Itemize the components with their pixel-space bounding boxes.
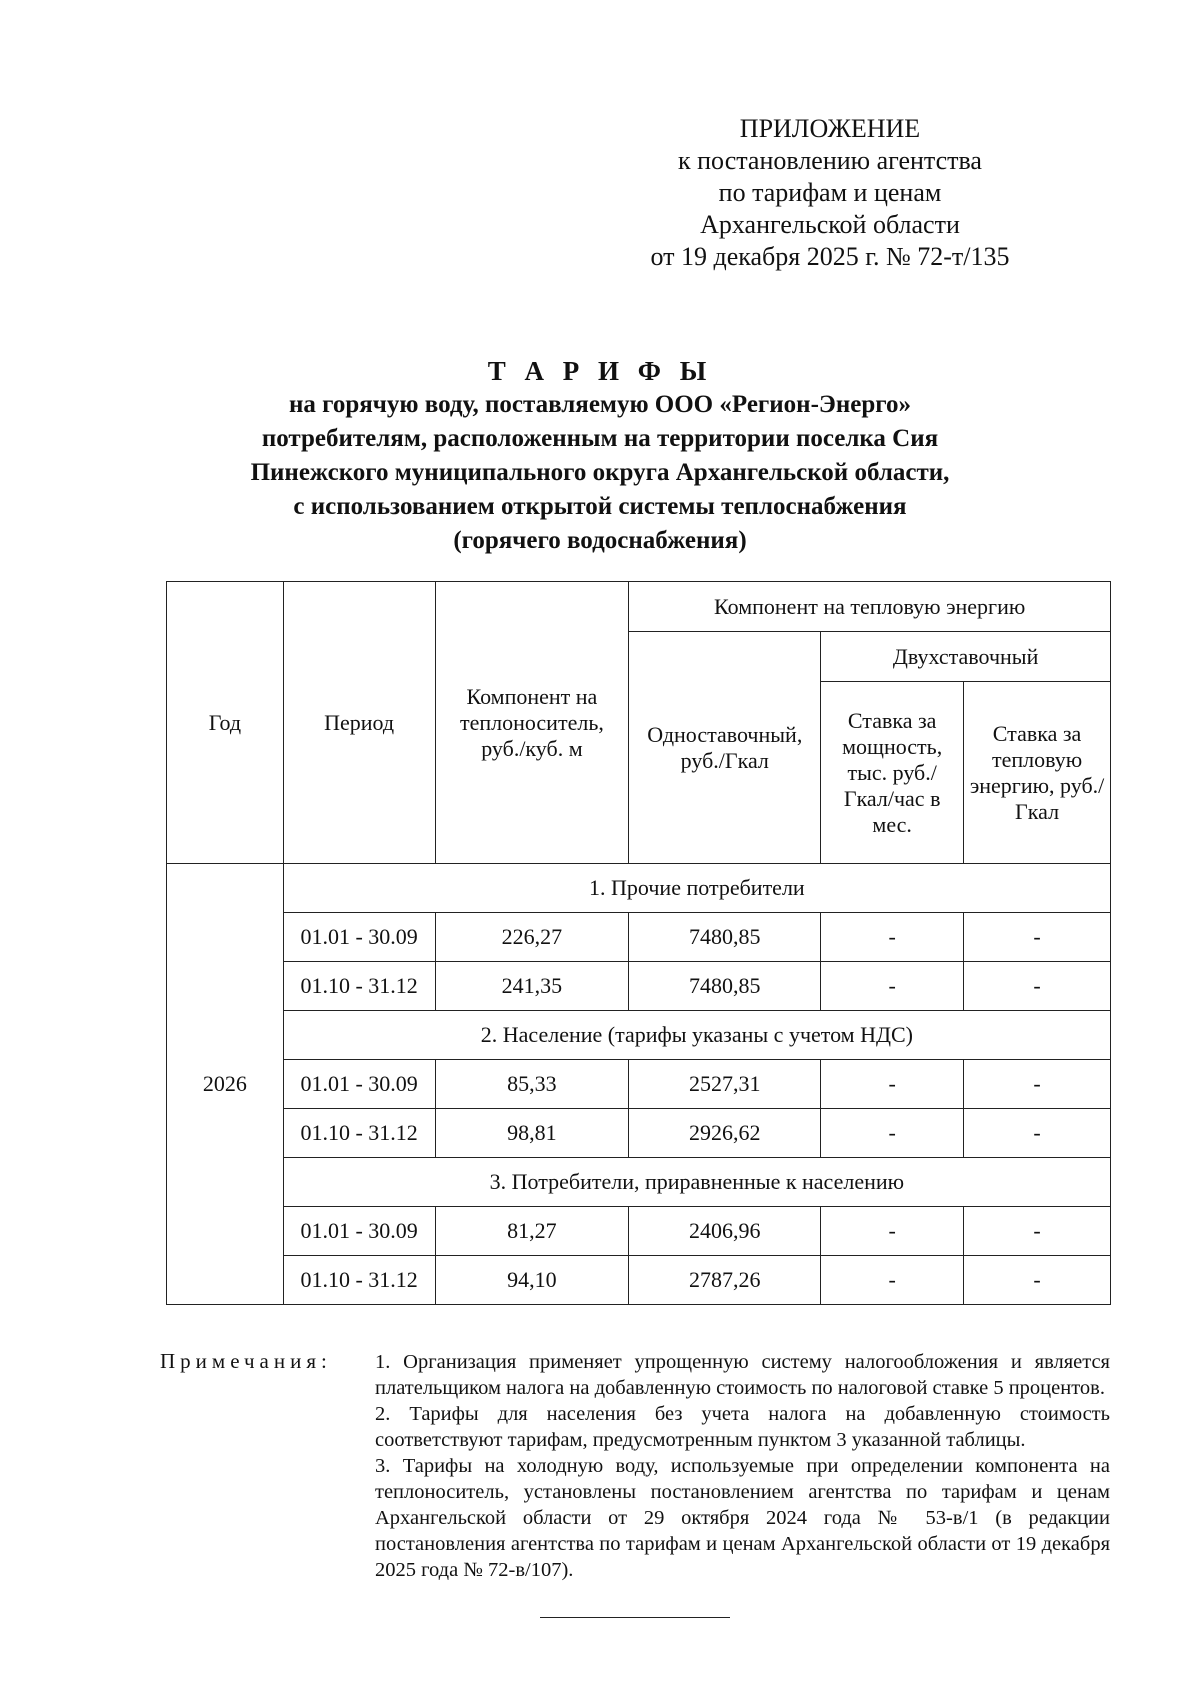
cell-energy: - — [964, 913, 1111, 962]
appendix-line: к постановлению агентства — [678, 146, 982, 175]
header-year: Год — [167, 582, 284, 864]
title-line: потребителям, расположенным на территории поселка Сия — [261, 425, 939, 452]
title-line: (горячего водоснабжения) — [453, 527, 747, 554]
cell-energy: - — [964, 962, 1111, 1011]
table-row — [167, 913, 1111, 962]
header-one-rate: Одноставочный, руб./Гкал — [629, 632, 821, 864]
header-carrier: Компонент на теплоноситель, руб./куб. м — [435, 582, 629, 864]
appendix-line: Архангельской области — [700, 210, 960, 239]
title-line: на горячую воду, поставляемую ООО «Регион-Энерго» — [288, 391, 911, 418]
appendix-header — [620, 113, 1040, 273]
cell-power: - — [821, 962, 964, 1011]
cell-power: - — [821, 1109, 964, 1158]
cell-energy: - — [964, 1207, 1111, 1256]
table-row — [167, 1060, 1111, 1109]
year-cell: 2026 — [167, 864, 284, 1305]
cell-period: 01.01 - 30.09 — [283, 1060, 435, 1109]
cell-power: - — [821, 1207, 964, 1256]
cell-power: - — [821, 1256, 964, 1305]
cell-one-rate: 2527,31 — [629, 1060, 821, 1109]
appendix-line: по тарифам и ценам — [718, 178, 942, 207]
cell-carrier: 98,81 — [435, 1109, 629, 1158]
section-title: 1. Прочие потребители — [283, 864, 1110, 913]
cell-carrier: 85,33 — [435, 1060, 629, 1109]
cell-period: 01.01 - 30.09 — [283, 913, 435, 962]
title-line: с использованием открытой системы теплоснабжения — [293, 493, 907, 520]
notes — [375, 1349, 1110, 1583]
cell-carrier: 94,10 — [435, 1256, 629, 1305]
table-row — [167, 1207, 1111, 1256]
section-title: 2. Население (тарифы указаны с учетом НДС) — [283, 1011, 1110, 1060]
header-heat-component: Компонент на тепловую энергию — [629, 582, 1111, 632]
appendix-title: ПРИЛОЖЕНИЕ — [739, 114, 921, 143]
tariff-table — [166, 581, 1111, 1305]
table-row — [167, 1256, 1111, 1305]
cell-energy: - — [964, 1256, 1111, 1305]
appendix-date: от 19 декабря 2025 г. № 72-т/135 — [650, 242, 1010, 271]
cell-period: 01.10 - 31.12 — [283, 1256, 435, 1305]
notes-label: Примечания: — [160, 1349, 332, 1373]
cell-period: 01.01 - 30.09 — [283, 1207, 435, 1256]
table-row — [167, 1109, 1111, 1158]
table-row — [167, 962, 1111, 1011]
cell-one-rate: 2787,26 — [629, 1256, 821, 1305]
cell-period: 01.10 - 31.12 — [283, 1109, 435, 1158]
cell-one-rate: 2406,96 — [629, 1207, 821, 1256]
header-power-rate: Ставка за мощность, тыс. руб./ Гкал/час в мес. — [821, 682, 964, 864]
title-line: Пинежского муниципального округа Архангельской области, — [250, 459, 950, 486]
cell-one-rate: 2926,62 — [629, 1109, 821, 1158]
note-item: 2. Тарифы для населения без учета налога на добавленную стоимость соответствуют тарифам, предусмотренным пунктом 3 указанной таблицы. — [375, 1403, 1110, 1451]
note-item: 3. Тарифы на холодную воду, используемые при определении компонента на теплоноситель, установлены постановлением агентства по тарифам и ценам Архангельской области от 29 октября 2024 года № 53-в/1 (в редакции постановления агентства по тарифам и ценам Архангельской области от 19 декабря 2025 года № 72-в/107). — [375, 1455, 1110, 1581]
title-heading: Т А Р И Ф Ы — [487, 356, 713, 386]
section-title: 3. Потребители, приравненные к населению — [283, 1158, 1110, 1207]
cell-energy: - — [964, 1060, 1111, 1109]
header-two-rate: Двухставочный — [821, 632, 1111, 682]
note-item: 1. Организация применяет упрощенную систему налогообложения и является плательщиком налога на добавленную стоимость по налоговой ставке 5 процентов. — [375, 1351, 1110, 1399]
cell-power: - — [821, 913, 964, 962]
document-title — [150, 354, 1050, 558]
header-energy-rate: Ставка за тепловую энергию, руб./Гкал — [964, 682, 1111, 864]
end-divider — [540, 1617, 730, 1618]
cell-carrier: 226,27 — [435, 913, 629, 962]
header-period: Период — [283, 582, 435, 864]
cell-one-rate: 7480,85 — [629, 913, 821, 962]
cell-one-rate: 7480,85 — [629, 962, 821, 1011]
cell-energy: - — [964, 1109, 1111, 1158]
cell-carrier: 81,27 — [435, 1207, 629, 1256]
cell-power: - — [821, 1060, 964, 1109]
cell-period: 01.10 - 31.12 — [283, 962, 435, 1011]
cell-carrier: 241,35 — [435, 962, 629, 1011]
